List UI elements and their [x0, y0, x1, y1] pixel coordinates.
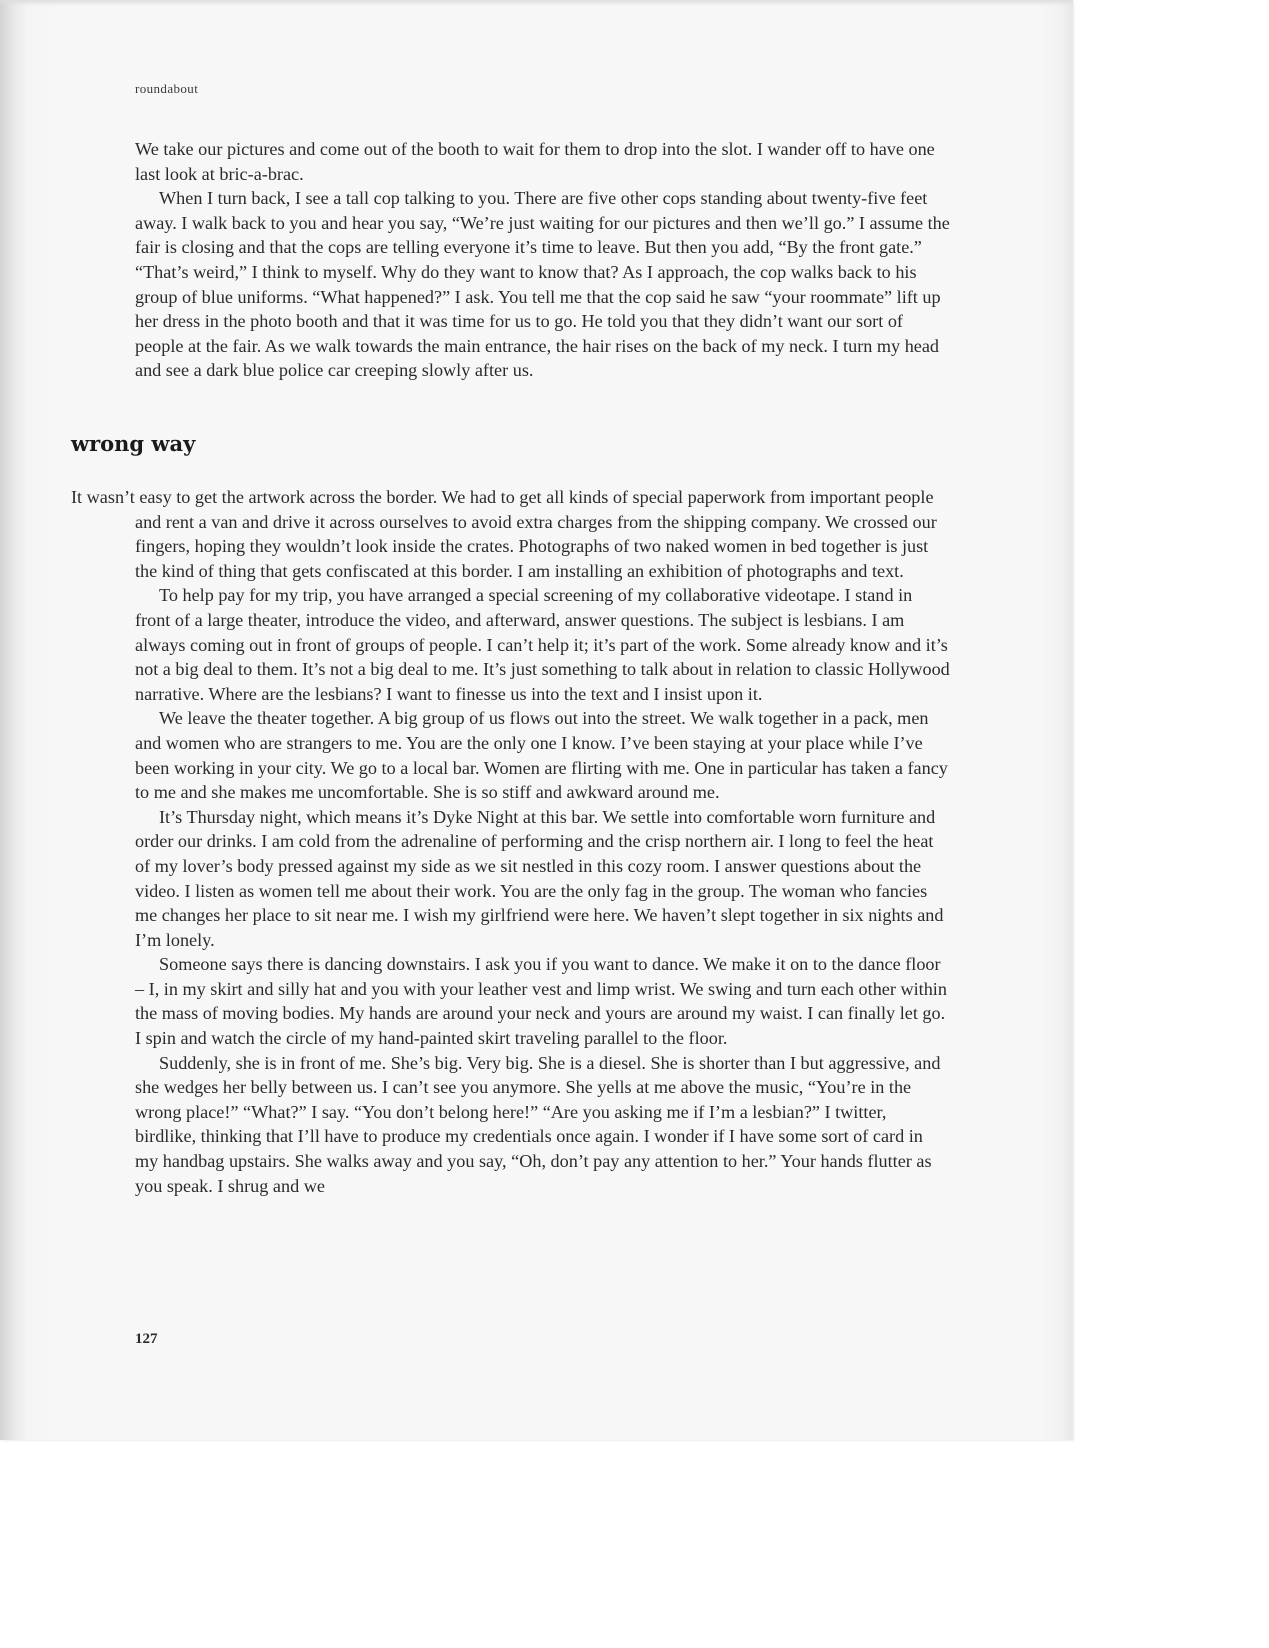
- page-number: 127: [135, 1331, 158, 1347]
- paragraph: We take our pictures and come out of the booth to wait for them to drop into the slot. I wander off to have one last look at bric-a-brac.: [135, 139, 935, 184]
- paragraph: It’s Thursday night, which means it’s Dyke Night at this bar. We settle into comfortable worn furniture and order our drinks. I am cold from the adrenaline of performing and the crisp northern air. I long to feel the heat of my lover’s body pressed against my side as we sit nestled in this cozy room. I answer questions about the video. I listen as women tell me about their work. You are the only fag in the group. The woman who fancies me changes her place to sit near me. I wish my girlfriend were here. We haven’t slept together in six nights and I’m lonely.: [135, 806, 944, 950]
- scan-edge-shadow: [0, 0, 1073, 6]
- paragraph: Suddenly, she is in front of me. She’s big. Very big. She is a diesel. She is shorter than I but aggressive, and she wedges her belly between us. I can’t see you anymore. She yells at me above the music, “You’re in the wrong place!” “What?” I say. “You don’t belong here!” “Are you asking me if I’m a lesbian?” I twitter, birdlike, thinking that I’ll have to produce my credentials once again. I wonder if I have some sort of card in my handbag upstairs. She walks away and you say, “Oh, don’t pay any attention to her.” Your hands flutter as you speak. I shrug and we: [135, 1052, 941, 1196]
- paragraph: When I turn back, I see a tall cop talking to you. There are five other cops standing about twenty-five feet away. I walk back to you and hear you say, “We’re just waiting for our pictures and then we’ll go.” I assume the fair is closing and that the cops are telling everyone it’s time to leave. But then you add, “By the front gate.” “That’s weird,” I think to myself. Why do they want to know that? As I approach, the cop walks back to his group of blue uniforms. “What happened?” I ask. You tell me that the cop said he saw “your roommate” lift up her dress in the photo booth and that it was time for us to go. He told you that they didn’t want our sort of people at the fair. As we walk towards the main entrance, the hair rises on the back of my neck. I turn my head and see a dark blue police car creeping slowly after us.: [135, 188, 950, 381]
- top-text-block: [135, 137, 950, 383]
- paragraph: Someone says there is dancing downstairs. I ask you if you want to dance. We make it on to the dance floor – I, in my skirt and silly hat and you with your leather vest and limp wrist. We swing and turn each other within the mass of moving bodies. My hands are around your neck and yours are around my waist. I can finally let go. I spin and watch the circle of my hand-painted skirt traveling parallel to the floor.: [135, 954, 947, 1049]
- running-head: roundabout: [135, 81, 199, 96]
- section-heading: wrong way: [71, 431, 196, 456]
- paragraph: We leave the theater together. A big group of us flows out into the street. We walk together in a pack, men and women who are strangers to me. You are the only one I know. I’ve been staying at your place while I’ve been working in your city. We go to a local bar. Women are flirting with me. One in particular has taken a fancy to me and she makes me uncomfortable. She is so stiff and awkward around me.: [135, 708, 948, 803]
- paragraph: To help pay for my trip, you have arranged a special screening of my collaborative videotape. I stand in front of a large theater, introduce the video, and afterward, answer questions. The subject is lesbians. I am always coming out in front of groups of people. I can’t help it; it’s part of the work. Some already know and it’s not a big deal to them. It’s not a big deal to me. It’s just something to talk about in relation to classic Hollywood narrative. Where are the lesbians? I want to finesse us into the text and I insist upon it.: [135, 585, 950, 704]
- body-text-block: [71, 485, 950, 1198]
- paragraph: It wasn’t easy to get the artwork across the border. We had to get all kinds of special paperwork from important people and rent a van and drive it across ourselves to avoid extra charges from the shipping company. We crossed our fingers, hoping they wouldn’t look inside the crates. Photographs of two naked women in bed together is just the kind of thing that gets confiscated at this border. I am installing an exhibition of photographs and text.: [71, 487, 937, 581]
